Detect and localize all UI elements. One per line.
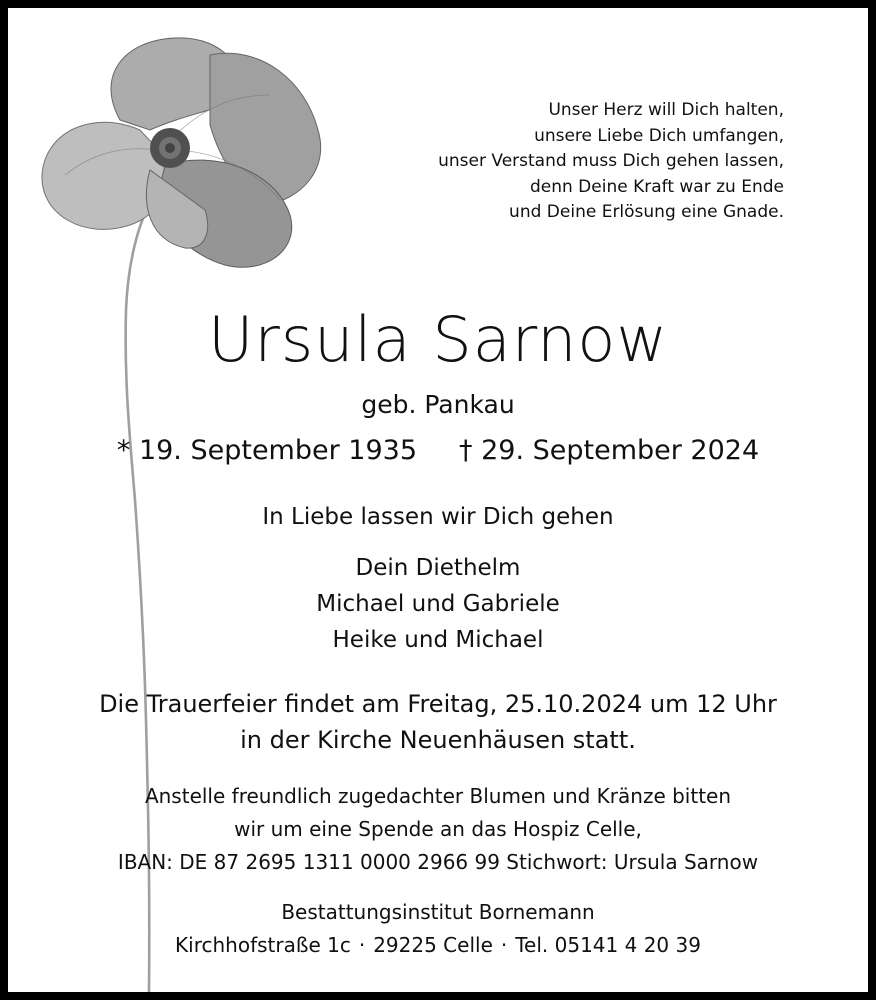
service-notice bbox=[0, 686, 876, 758]
funeral-home bbox=[0, 896, 876, 962]
birth-date: * 19. September 1935 bbox=[116, 435, 417, 466]
poem-line: unser Verstand muss Dich gehen lassen, bbox=[438, 151, 784, 171]
donation-line: Anstelle freundlich zugedachter Blumen und Kränze bitten bbox=[144, 784, 732, 808]
family-member: Michael und Gabriele bbox=[316, 591, 560, 617]
death-date: † 29. September 2024 bbox=[459, 435, 760, 466]
donation-line: wir um eine Spende an das Hospiz Celle, bbox=[234, 817, 642, 841]
poem bbox=[438, 98, 784, 226]
donation-line: IBAN: DE 87 2695 1311 0000 2966 99 Stichwort: Ursula Sarnow bbox=[117, 850, 759, 874]
separator: · bbox=[500, 933, 508, 957]
poem-line: Unser Herz will Dich halten, bbox=[548, 100, 784, 120]
poem-line: denn Deine Kraft war zu Ende bbox=[529, 176, 784, 197]
funeral-home-street: Kirchhofstraße 1c bbox=[175, 933, 351, 957]
service-line: in der Kirche Neuenhäusen statt. bbox=[240, 726, 636, 754]
funeral-home-phone: Tel. 05141 4 20 39 bbox=[515, 933, 701, 957]
separator: · bbox=[358, 933, 366, 957]
donation-notice bbox=[0, 780, 876, 879]
funeral-home-name: Bestattungsinstitut Bornemann bbox=[281, 900, 595, 924]
family-member: Heike und Michael bbox=[332, 627, 544, 653]
poem-line: und Deine Erlösung eine Gnade. bbox=[509, 202, 784, 222]
family-list bbox=[0, 550, 876, 658]
family-member: Dein Diethelm bbox=[355, 555, 521, 581]
service-line: Die Trauerfeier findet am Freitag, 25.10.2024 um 12 Uhr bbox=[99, 690, 777, 718]
life-dates bbox=[0, 432, 876, 470]
funeral-home-address bbox=[0, 929, 876, 962]
poem-line: unsere Liebe Dich umfangen, bbox=[534, 125, 784, 146]
funeral-home-city: 29225 Celle bbox=[373, 933, 493, 957]
deceased-name: Ursula Sarnow bbox=[207, 303, 669, 376]
farewell-line: In Liebe lassen wir Dich gehen bbox=[262, 504, 614, 530]
birth-name: geb. Pankau bbox=[361, 390, 515, 419]
